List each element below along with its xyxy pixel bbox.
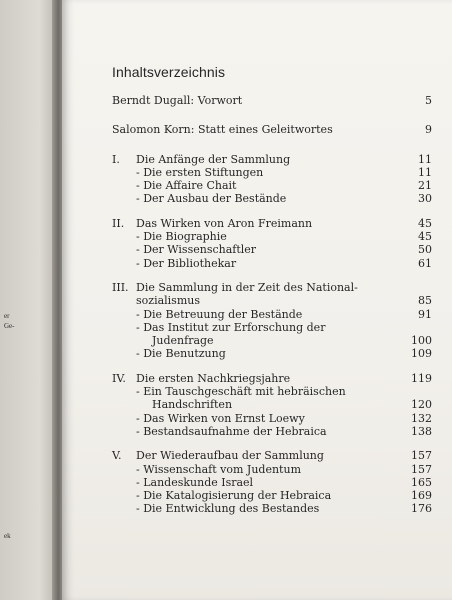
left-page-text-fragment: Ge- <box>4 322 15 330</box>
toc-front-entry <box>112 123 432 136</box>
toc-page-number: 61 <box>418 256 432 270</box>
toc-subentry <box>112 334 432 347</box>
toc-subentry-text: - Die Affaire Chait <box>136 179 237 193</box>
toc-chapter-number: III. <box>112 280 129 294</box>
toc-subentry-text: - Ein Tauschgeschäft mit hebräischen <box>136 385 346 399</box>
toc-entry-text: Salomon Korn: Statt eines Geleitwortes <box>112 123 333 137</box>
toc-subentry <box>112 257 432 270</box>
toc-page-number: 50 <box>418 243 432 257</box>
toc-page-number: 157 <box>411 449 432 463</box>
toc-chapter-line <box>112 153 432 166</box>
left-page-edge <box>0 0 56 600</box>
toc-subentry <box>112 502 432 515</box>
toc-subentry-text: Handschriften <box>152 398 233 412</box>
toc-page-number: 157 <box>411 462 432 476</box>
toc-subentry <box>112 425 432 438</box>
toc-chapter-title: Die Anfänge der Sammlung <box>136 152 291 166</box>
toc-sections <box>112 153 432 516</box>
toc-subentry <box>112 308 432 321</box>
toc-subentry-text: - Der Wissenschaftler <box>136 243 257 257</box>
toc-page-number: 21 <box>418 179 432 193</box>
toc-page-number: 30 <box>418 192 432 206</box>
book-page <box>62 0 452 600</box>
left-page-text-fragment: ek <box>4 532 11 540</box>
toc-subentry-text: Judenfrage <box>152 334 214 348</box>
toc-subentry <box>112 166 432 179</box>
toc-page-number: 169 <box>411 489 432 503</box>
toc-page-number: 45 <box>418 216 432 230</box>
toc-page-number: 9 <box>425 123 432 137</box>
toc-chapter-title: sozialismus <box>136 294 200 308</box>
toc-page-number: 138 <box>411 424 432 438</box>
toc-subentry <box>112 476 432 489</box>
toc-subentry-text: - Die Benutzung <box>136 347 226 361</box>
toc-page-number: 100 <box>411 334 432 348</box>
toc-chapter-line <box>112 372 432 385</box>
toc-subentry <box>112 489 432 502</box>
toc-subentry-text: - Der Ausbau der Bestände <box>136 192 287 206</box>
toc-subentry-text: - Die Katalogisierung der Hebraica <box>136 489 332 503</box>
toc-subentry <box>112 463 432 476</box>
toc-page-number: 11 <box>418 165 432 179</box>
toc-subentry <box>112 347 432 360</box>
toc-chapter-title: Der Wiederaufbau der Sammlung <box>136 449 324 463</box>
toc-title: Inhaltsverzeichnis <box>112 64 226 80</box>
toc-page-number: 11 <box>418 152 432 166</box>
toc-chapter-line <box>112 294 432 307</box>
toc-chapter-line <box>112 449 432 462</box>
toc-chapter-title: Die ersten Nachkriegsjahre <box>136 371 291 385</box>
toc-subentry-text: - Die ersten Stiftungen <box>136 165 264 179</box>
toc-subentry-text: - Das Institut zur Erforschung der <box>136 320 326 334</box>
toc-subentry-text: - Wissenschaft vom Judentum <box>136 462 301 476</box>
toc-subentry-text: - Die Entwicklung des Bestandes <box>136 502 320 516</box>
toc-chapter-title: Das Wirken von Aron Freimann <box>136 216 313 230</box>
toc-subentry <box>112 398 432 411</box>
toc-subentry-text: - Landeskunde Israel <box>136 475 254 489</box>
toc-chapter-number: IV. <box>112 371 126 385</box>
toc-subentry <box>112 321 432 334</box>
toc-subentry-text: - Die Betreuung der Bestände <box>136 307 303 321</box>
toc-chapter <box>112 217 432 270</box>
toc-page-number: 132 <box>411 411 432 425</box>
toc-page-number: 165 <box>411 475 432 489</box>
toc-chapter <box>112 281 432 361</box>
toc-page-number: 109 <box>411 347 432 361</box>
toc-page-number: 85 <box>418 294 432 308</box>
toc-subentry-text: - Die Biographie <box>136 230 227 244</box>
toc-subentry-text: - Bestandsaufnahme der Hebraica <box>136 424 327 438</box>
toc-front-entry <box>112 94 432 107</box>
toc-chapter-line <box>112 217 432 230</box>
toc-chapter-number: I. <box>112 152 120 166</box>
toc-subentry <box>112 179 432 192</box>
left-page-text-fragment: er <box>4 312 10 320</box>
toc-subentry-text: - Das Wirken von Ernst Loewy <box>136 411 305 425</box>
toc-subentry <box>112 412 432 425</box>
toc-chapter-title: Die Sammlung in der Zeit des National- <box>136 280 358 294</box>
toc-page-number: 45 <box>418 230 432 244</box>
toc-subentry <box>112 243 432 256</box>
toc-page-number: 176 <box>411 502 432 516</box>
toc-subentry <box>112 385 432 398</box>
toc-chapter <box>112 372 432 438</box>
toc-subentry <box>112 192 432 205</box>
toc-subentry <box>112 230 432 243</box>
toc-page-number: 120 <box>411 398 432 412</box>
toc-chapter-number: V. <box>112 449 122 463</box>
toc-page-number: 91 <box>418 307 432 321</box>
table-of-contents <box>112 64 432 527</box>
toc-page-number: 5 <box>425 94 432 107</box>
toc-chapter-number: II. <box>112 216 125 230</box>
toc-chapter <box>112 449 432 515</box>
toc-page-number: 119 <box>411 371 432 385</box>
toc-subentry-text: - Der Bibliothekar <box>136 256 237 270</box>
toc-chapter <box>112 153 432 206</box>
toc-entry-text: Berndt Dugall: Vorwort <box>112 94 243 107</box>
toc-chapter-line <box>112 281 432 294</box>
